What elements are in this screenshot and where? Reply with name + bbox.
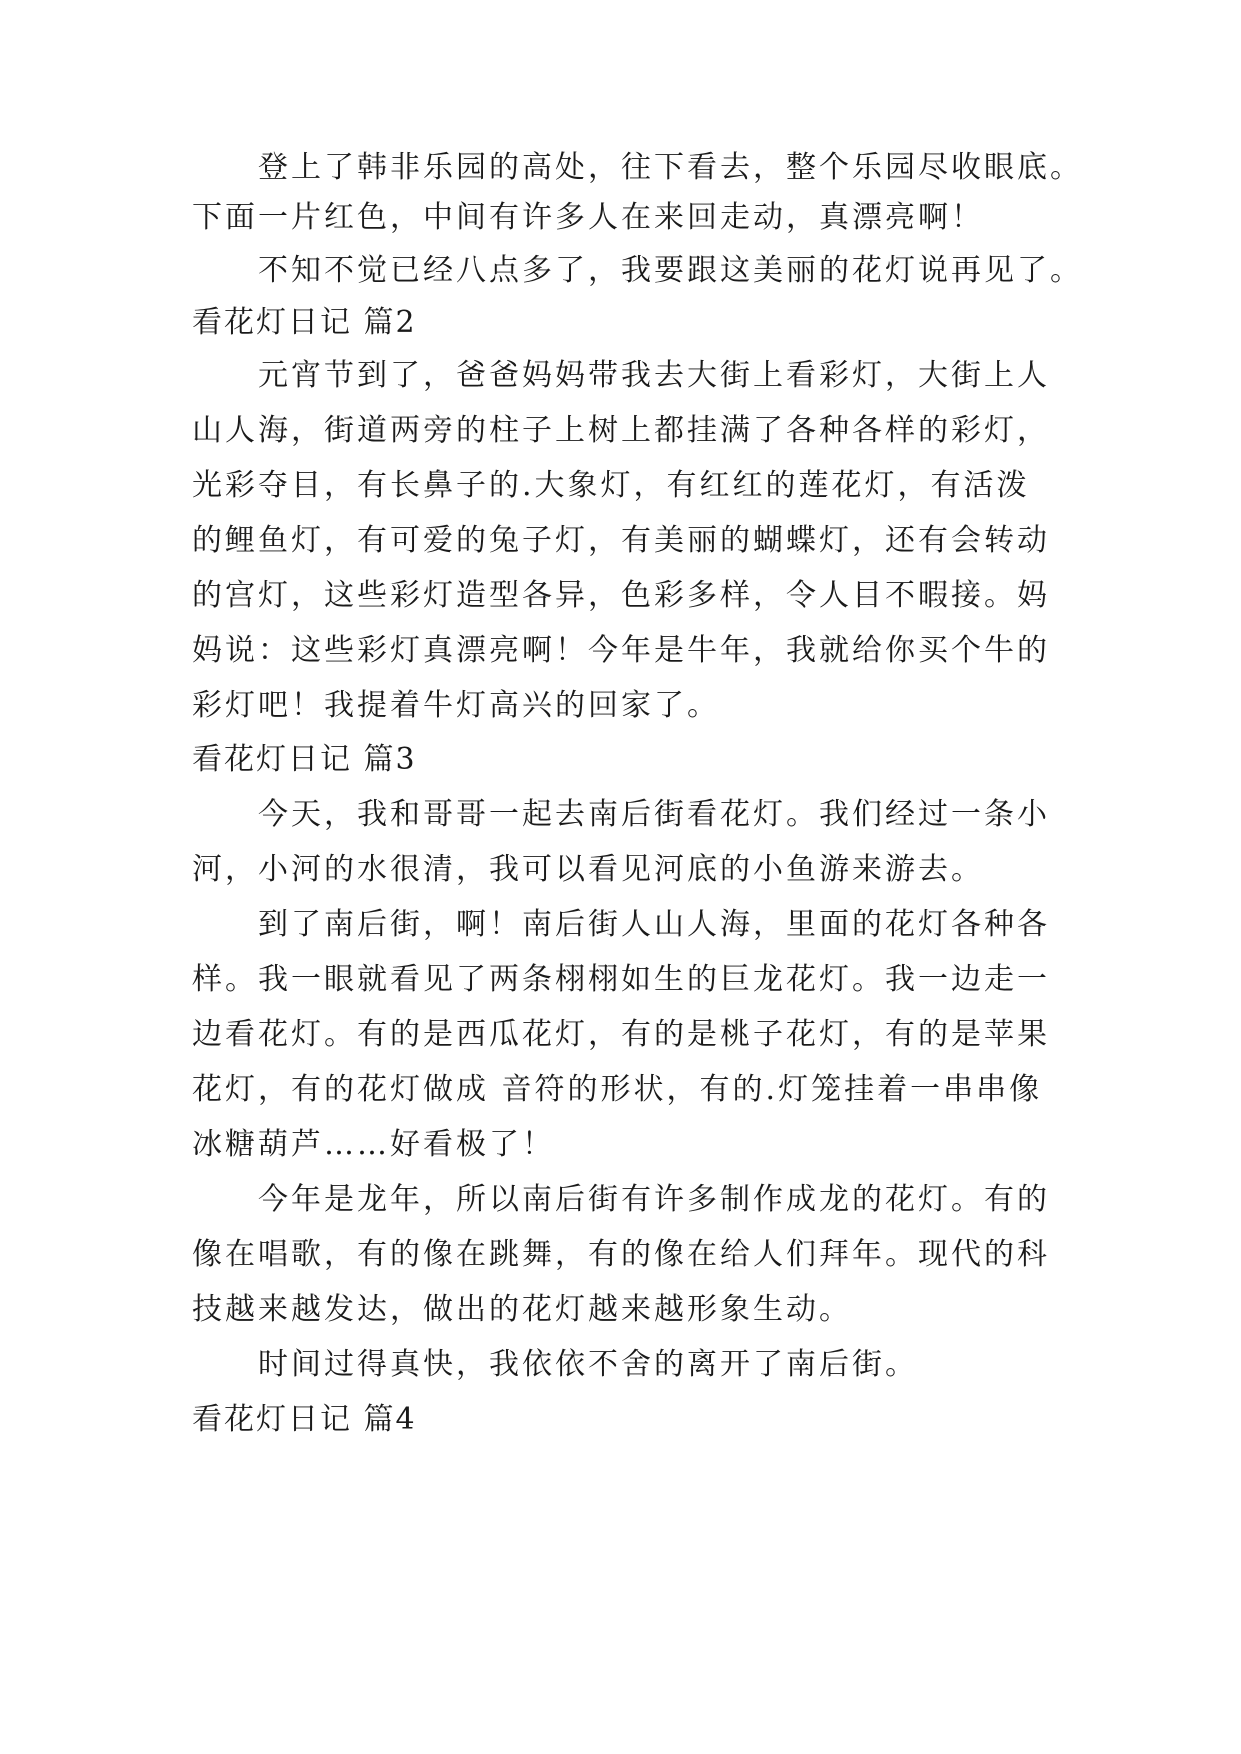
paragraph-line: 彩灯吧！我提着牛灯高兴的回家了。 <box>192 688 720 723</box>
paragraph-line: 像在唱歌，有的像在跳舞，有的像在给人们拜年。现代的科 <box>192 1237 1050 1272</box>
paragraph-line: 登上了韩非乐园的高处，往下看去，整个乐园尽收眼底。 <box>258 150 1083 185</box>
paragraph-line: 河，小河的水很清，我可以看见河底的小鱼游来游去。 <box>192 852 984 887</box>
paragraph-line: 的宫灯，这些彩灯造型各异，色彩多样，令人目不暇接。妈 <box>192 578 1050 613</box>
section-heading: 看花灯日记 篇4 <box>192 1402 417 1437</box>
paragraph-line: 妈说：这些彩灯真漂亮啊！今年是牛年，我就给你买个牛的 <box>192 633 1050 668</box>
section-heading: 看花灯日记 篇3 <box>192 742 417 777</box>
paragraph-line: 元宵节到了，爸爸妈妈带我去大街上看彩灯，大街上人 <box>258 358 1050 393</box>
paragraph-line: 今年是龙年，所以南后街有许多制作成龙的花灯。有的 <box>258 1182 1050 1217</box>
paragraph-line: 光彩夺目，有长鼻子的.大象灯，有红红的莲花灯，有活泼 <box>192 468 1030 503</box>
paragraph-line: 不知不觉已经八点多了，我要跟这美丽的花灯说再见了。 <box>258 253 1083 288</box>
paragraph-line: 下面一片红色，中间有许多人在来回走动，真漂亮啊！ <box>192 200 984 235</box>
paragraph-line: 今天，我和哥哥一起去南后街看花灯。我们经过一条小 <box>258 797 1050 832</box>
paragraph-line: 花灯，有的花灯做成 音符的形状，有的.灯笼挂着一串串像 <box>192 1072 1043 1107</box>
paragraph-line: 时间过得真快，我依依不舍的离开了南后街。 <box>258 1347 918 1382</box>
paragraph-line: 山人海，街道两旁的柱子上树上都挂满了各种各样的彩灯， <box>192 413 1050 448</box>
section-heading: 看花灯日记 篇2 <box>192 305 417 340</box>
paragraph-line: 样。我一眼就看见了两条栩栩如生的巨龙花灯。我一边走一 <box>192 962 1050 997</box>
paragraph-line: 到了南后街，啊！南后街人山人海，里面的花灯各种各 <box>258 907 1050 942</box>
paragraph-line: 边看花灯。有的是西瓜花灯，有的是桃子花灯，有的是苹果 <box>192 1017 1050 1052</box>
paragraph-line: 的鲤鱼灯，有可爱的兔子灯，有美丽的蝴蝶灯，还有会转动 <box>192 523 1050 558</box>
paragraph-line: 技越来越发达，做出的花灯越来越形象生动。 <box>192 1292 852 1327</box>
paragraph-line: 冰糖葫芦……好看极了！ <box>192 1127 555 1162</box>
